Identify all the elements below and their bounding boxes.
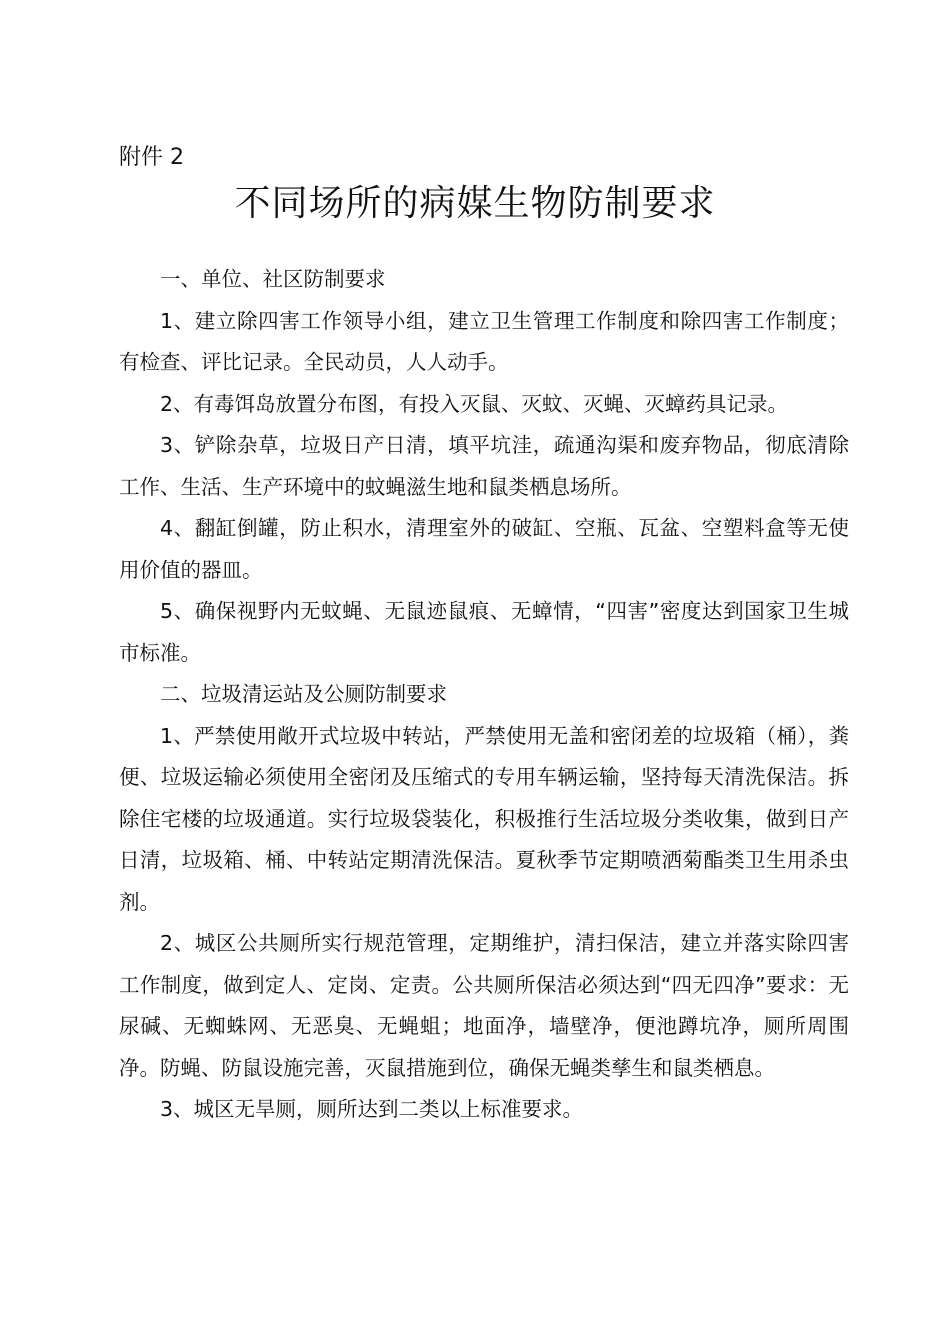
attachment-label: 附件 2 [119, 145, 184, 170]
section-heading-garbage-stations-toilets: 二、垃圾清运站及公厕防制要求 [160, 682, 447, 706]
section-heading-units-communities: 一、单位、社区防制要求 [160, 267, 386, 291]
paragraph: 2、有毒饵岛放置分布图，有投入灭鼠、灭蚊、灭蝇、灭蟑药具记录。 [160, 391, 789, 416]
paragraph: 1、建立除四害工作领导小组，建立卫生管理工作制度和除四害工作制度；有检查、评比记录。全民动员，人人动手。 [119, 308, 849, 374]
paragraph: 5、确保视野内无蚊蝇、无鼠迹鼠痕、无蟑情，“四害”密度达到国家卫生城市标准。 [119, 599, 849, 665]
paragraph: 2、城区公共厕所实行规范管理，定期维护，清扫保洁，建立并落实除四害工作制度，做到定人、定岗、定责。公共厕所保洁必须达到“四无四净”要求：无尿碱、无蜘蛛网、无恶臭、无蝇蛆；地面净，墙壁净，便池蹲坑净，厕所周围净。防蝇、防鼠设施完善，灭鼠措施到位，确保无蝇类孳生和鼠类栖息。 [119, 931, 849, 1080]
paragraph: 3、铲除杂草，垃圾日产日清，填平坑洼，疏通沟渠和废弃物品，彻底清除工作、生活、生产环境中的蚊蝇滋生地和鼠类栖息场所。 [119, 433, 849, 499]
paragraph: 4、翻缸倒罐，防止积水，清理室外的破缸、空瓶、瓦盆、空塑料盒等无使用价值的器皿。 [119, 516, 849, 582]
paragraph: 1、严禁使用敞开式垃圾中转站，严禁使用无盖和密闭差的垃圾箱（桶），粪便、垃圾运输必须使用全密闭及压缩式的专用车辆运输，坚持每天清洗保洁。拆除住宅楼的垃圾通道。实行垃圾袋装化，积极推行生活垃圾分类收集，做到日产日清，垃圾箱、桶、中转站定期清洗保洁。夏秋季节定期喷洒菊酯类卫生用杀虫剂。 [119, 723, 849, 914]
paragraph: 3、城区无旱厕，厕所达到二类以上标准要求。 [160, 1097, 584, 1121]
document-title: 不同场所的病媒生物防制要求 [234, 183, 716, 224]
document-body [119, 259, 849, 1131]
